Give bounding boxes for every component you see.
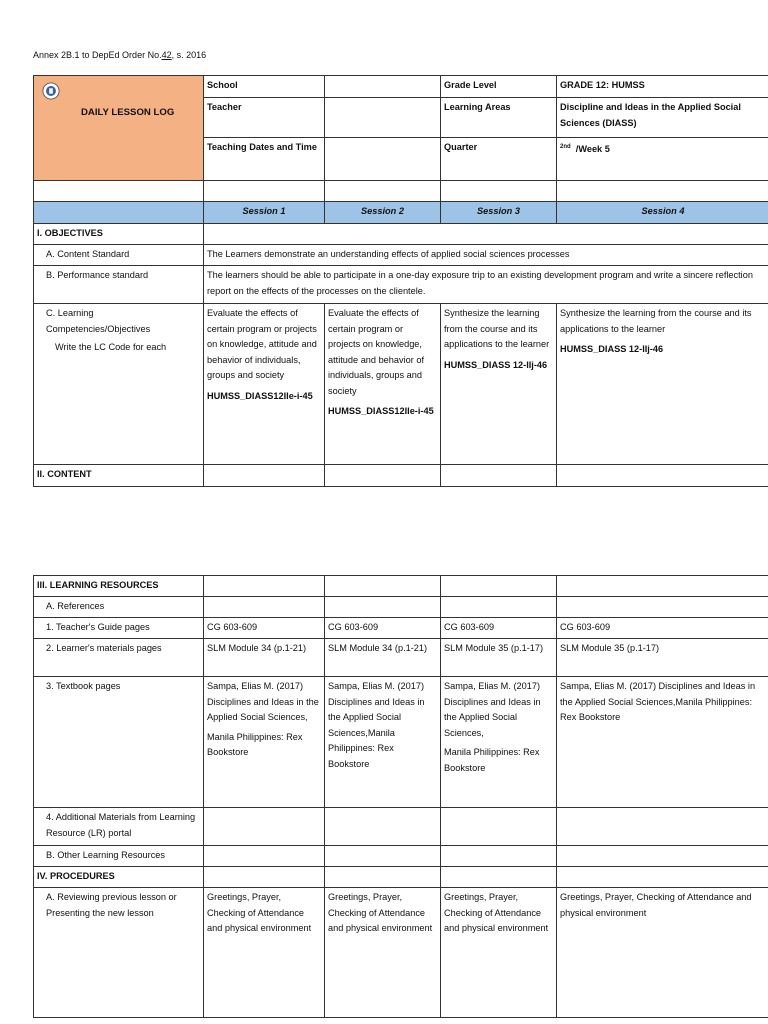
lm-label: 2. Learner's materials pages	[34, 639, 204, 677]
header-logo-cell	[34, 76, 204, 181]
lc-session-4: Synthesize the learning from the course and its applications to the learner HUMSS_DIASS 12-IIj-46	[557, 304, 768, 465]
page-title: DAILY LESSON LOG	[81, 107, 175, 118]
lc-sub: Write the LC Code for each	[55, 342, 167, 352]
session-3-header: Session 3	[441, 202, 557, 224]
lm-session-4: SLM Module 35 (p.1-17)	[557, 639, 768, 677]
deped-seal-icon	[42, 82, 60, 100]
tb-session-3: Sampa, Elias M. (2017) Disciplines and Ideas in the Applied Social Sciences, Manila Philippines: Rex Bookstore	[441, 677, 557, 808]
lc-code: HUMSS_DIASS12IIe-i-45	[328, 406, 434, 416]
tb-label: 3. Textbook pages	[34, 677, 204, 808]
performance-standard-text: The learners should be able to participate in a one-day exposure trip to an existing development program and write a sincere reflection report on the effects of the processes on the clientele.	[204, 266, 768, 304]
procedure-a-session-4: Greetings, Prayer, Checking of Attendance and physical environment	[557, 888, 768, 1018]
teacher-label: Teacher	[204, 98, 325, 138]
areas-value: Discipline and Ideas in the Applied Social Sciences (DIASS)	[557, 98, 768, 138]
additional-materials-label: 4. Additional Materials from Learning Resource (LR) portal	[34, 808, 204, 846]
lm-session-2: SLM Module 34 (p.1-21)	[325, 639, 441, 677]
objectives-heading: I. OBJECTIVES	[34, 224, 204, 245]
lc-session-1: Evaluate the effects of certain program or projects on knowledge, attitude and behavior of individuals, groups and society HUMSS_DIASS12IIe-i-45	[204, 304, 325, 465]
tg-session-2: CG 603-609	[325, 618, 441, 639]
session-4-header: Session 4	[557, 202, 768, 224]
content-standard-label: A. Content Standard	[34, 245, 204, 266]
sessions-header-row	[34, 202, 768, 224]
tg-label: 1. Teacher's Guide pages	[34, 618, 204, 639]
tb-session-4: Sampa, Elias M. (2017) Disciplines and Ideas in the Applied Social Sciences,Manila Philippines: Rex Bookstore	[557, 677, 768, 808]
lesson-log-table	[33, 75, 768, 487]
annex-reference: Annex 2B.1 to DepEd Order No.42, s. 2016	[33, 50, 207, 60]
procedure-a-session-3: Greetings, Prayer, Checking of Attendance and physical environment	[441, 888, 557, 1018]
resources-heading: III. LEARNING RESOURCES	[34, 576, 204, 597]
content-heading: II. CONTENT	[34, 465, 204, 487]
grade-label: Grade Level	[441, 76, 557, 98]
school-value	[325, 76, 441, 98]
lm-session-3: SLM Module 35 (p.1-17)	[441, 639, 557, 677]
teacher-value	[325, 98, 441, 138]
content-standard-text: The Learners demonstrate an understanding effects of applied social sciences processes	[204, 245, 768, 266]
lm-session-1: SLM Module 34 (p.1-21)	[204, 639, 325, 677]
procedure-a-session-2: Greetings, Prayer, Checking of Attendance and physical environment	[325, 888, 441, 1018]
tg-session-3: CG 603-609	[441, 618, 557, 639]
lc-code: HUMSS_DIASS 12-IIj-46	[560, 344, 664, 354]
lc-label-cell	[34, 304, 204, 465]
procedure-a-session-1: Greetings, Prayer, Checking of Attendance and physical environment	[204, 888, 325, 1018]
session-1-header: Session 1	[204, 202, 325, 224]
order-number: 42	[161, 50, 172, 60]
session-2-header: Session 2	[325, 202, 441, 224]
tg-session-4: CG 603-609	[557, 618, 768, 639]
areas-label: Learning Areas	[441, 98, 557, 138]
performance-standard-label: B. Performance standard	[34, 266, 204, 304]
lc-session-2: Evaluate the effects of certain program or projects on knowledge, attitude and behavior of individuals, groups and society HUMSS_DIASS12IIe-i-45	[325, 304, 441, 465]
school-label: School	[204, 76, 325, 98]
learning-resources-table	[33, 575, 768, 1018]
references-label: A. References	[34, 597, 204, 618]
tb-session-2: Sampa, Elias M. (2017) Disciplines and Ideas in the Applied Social Sciences,Manila Philippines: Rex Bookstore	[325, 677, 441, 808]
lc-code: HUMSS_DIASS12IIe-i-45	[207, 390, 313, 401]
grade-value: GRADE 12: HUMSS	[557, 76, 768, 98]
quarter-label: Quarter	[441, 138, 557, 181]
lc-label: C. Learning Competencies/Objectives	[46, 308, 151, 334]
lc-code: HUMSS_DIASS 12-IIj-46	[444, 359, 548, 370]
procedure-a-label: A. Reviewing previous lesson or Presenting the new lesson	[34, 888, 204, 1018]
tb-session-1: Sampa, Elias M. (2017) Disciplines and Ideas in the Applied Social Sciences, Manila Philippines: Rex Bookstore	[204, 677, 325, 808]
quarter-value: $^{2nd}$ /Week 5	[557, 138, 768, 181]
dates-label: Teaching Dates and Time	[204, 138, 325, 181]
procedures-heading: IV. PROCEDURES	[34, 867, 204, 888]
lc-session-3: Synthesize the learning from the course and its applications to the learner HUMSS_DIASS 12-IIj-46	[441, 304, 557, 465]
tg-session-1: CG 603-609	[204, 618, 325, 639]
dates-value	[325, 138, 441, 181]
other-resources-label: B. Other Learning Resources	[34, 846, 204, 867]
